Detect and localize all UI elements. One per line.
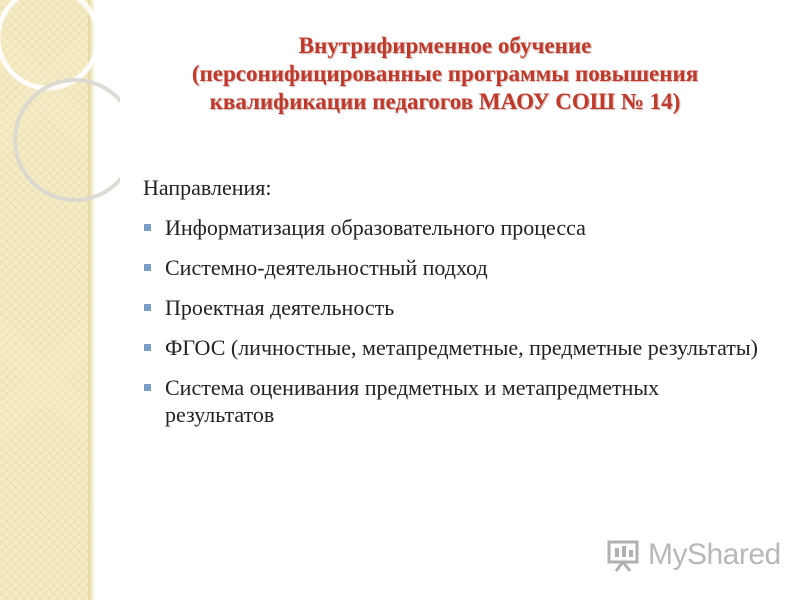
watermark-text: MyShared — [648, 538, 781, 571]
presentation-board-icon — [606, 538, 642, 572]
list-item: Система оценивания предметных и метапредметных результатов — [143, 374, 763, 428]
title-line-1: Внутрифирменное обучение — [298, 33, 592, 58]
decorative-circle-top — [0, 0, 98, 88]
list-item: Информатизация образовательного процесса — [143, 214, 763, 241]
list-item: ФГОС (личностные, метапредметные, предметные результаты) — [143, 334, 763, 361]
list-item: Системно-деятельностный подход — [143, 254, 763, 281]
watermark — [606, 535, 781, 575]
title-line-3: квалификации педагогов МАОУ СОШ № 14) — [209, 89, 681, 114]
directions-list — [143, 214, 763, 428]
decorative-circles — [0, 0, 120, 260]
list-item: Проектная деятельность — [143, 294, 763, 321]
slide-body — [143, 174, 763, 441]
slide-title — [140, 32, 750, 116]
decorative-circle-bottom — [15, 80, 120, 200]
directions-heading: Направления: — [143, 175, 272, 200]
title-line-2: (персонифицированные программы повышения — [191, 61, 699, 86]
